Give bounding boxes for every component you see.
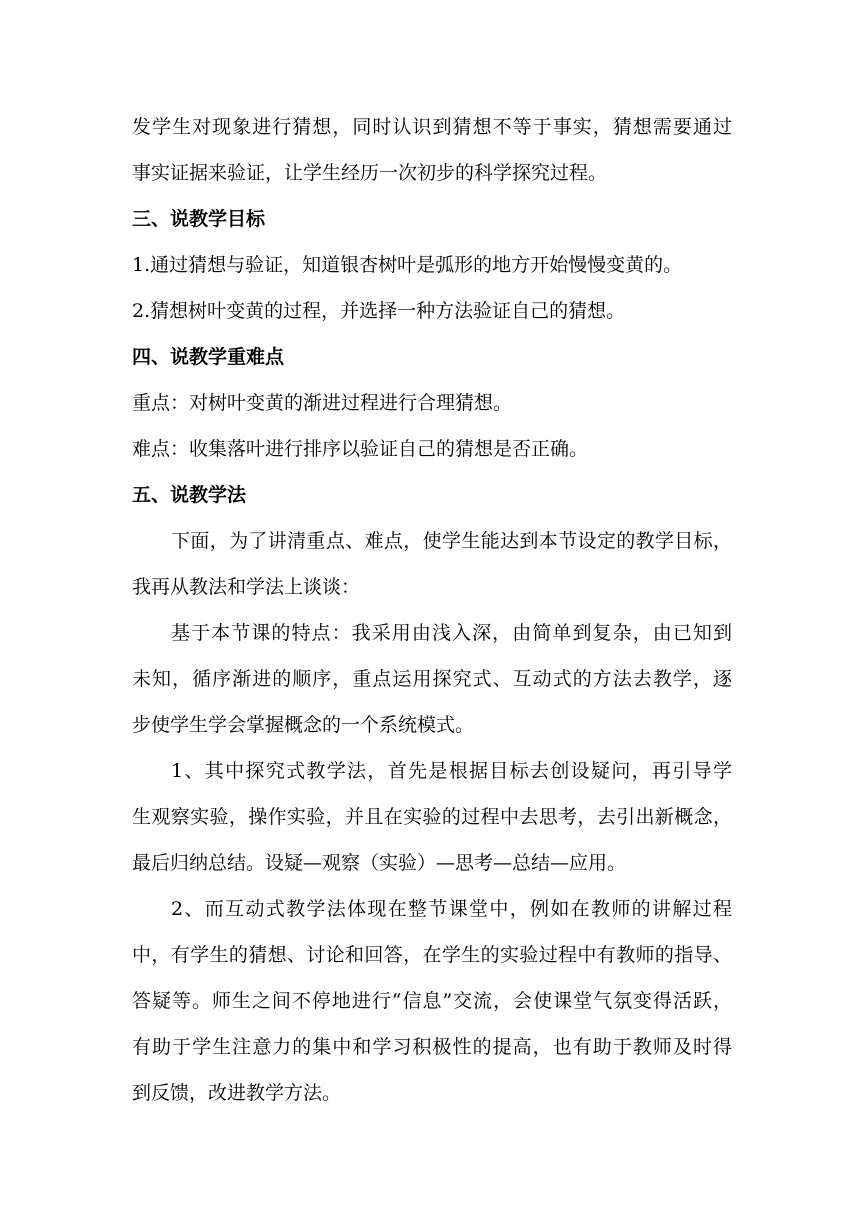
method-para4-line-4: 有助于学生注意力的集中和学习积极性的提高，也有助于教师及时得 (132, 1036, 732, 1058)
method-para4-line-5: 到反馈，改进教学方法。 (132, 1082, 342, 1104)
method-para4-line-1: 2、而互动式教学法体现在整节课堂中，例如在教师的讲解过程 (171, 898, 732, 920)
difficult-point-item: 难点：收集落叶进行排序以验证自己的猜想是否正确。 (132, 438, 589, 460)
document-page (132, 104, 732, 1116)
key-point-item: 重点：对树叶变黄的渐进过程进行合理猜想。 (132, 392, 513, 414)
method-para2-line-3: 步使学生学会掌握概念的一个系统模式。 (132, 714, 475, 736)
method-para4-line-2: 中，有学生的猜想、讨论和回答，在学生的实验过程中有教师的指导、 (132, 944, 732, 966)
objective-item-2: 2.猜想树叶变黄的过程，并选择一种方法验证自己的猜想。 (132, 300, 626, 322)
intro-line-1: 发学生对现象进行猜想，同时认识到猜想不等于事实，猜想需要通过 (132, 116, 732, 138)
method-para3-line-3: 最后归纳总结。设疑—观察（实验）—思考—总结—应用。 (132, 852, 627, 874)
method-para4-line-3: 答疑等。师生之间不停地进行“信息”交流，会使课堂气氛变得活跃， (132, 990, 732, 1012)
section-3-heading: 三、说教学目标 (132, 208, 266, 230)
method-para3-line-2: 生观察实验，操作实验，并且在实验的过程中去思考，去引出新概念， (132, 806, 732, 828)
intro-line-2: 事实证据来验证，让学生经历一次初步的科学探究过程。 (132, 162, 608, 184)
method-para1-line-1: 下面，为了讲清重点、难点，使学生能达到本节设定的教学目标， (171, 530, 732, 552)
objective-item-1: 1.通过猜想与验证，知道银杏树叶是弧形的地方开始慢慢变黄的。 (132, 254, 683, 276)
method-para2-line-2: 未知，循序渐进的顺序，重点运用探究式、互动式的方法去教学，逐 (132, 668, 732, 690)
method-para3-line-1: 1、其中探究式教学法，首先是根据目标去创设疑问，再引导学 (171, 760, 732, 782)
section-4-heading: 四、说教学重难点 (132, 346, 285, 368)
section-5-heading: 五、说教学法 (132, 484, 247, 506)
method-para2-line-1: 基于本节课的特点：我采用由浅入深，由简单到复杂，由已知到 (171, 622, 732, 644)
method-para1-line-2: 我再从教法和学法上谈谈： (132, 576, 361, 598)
